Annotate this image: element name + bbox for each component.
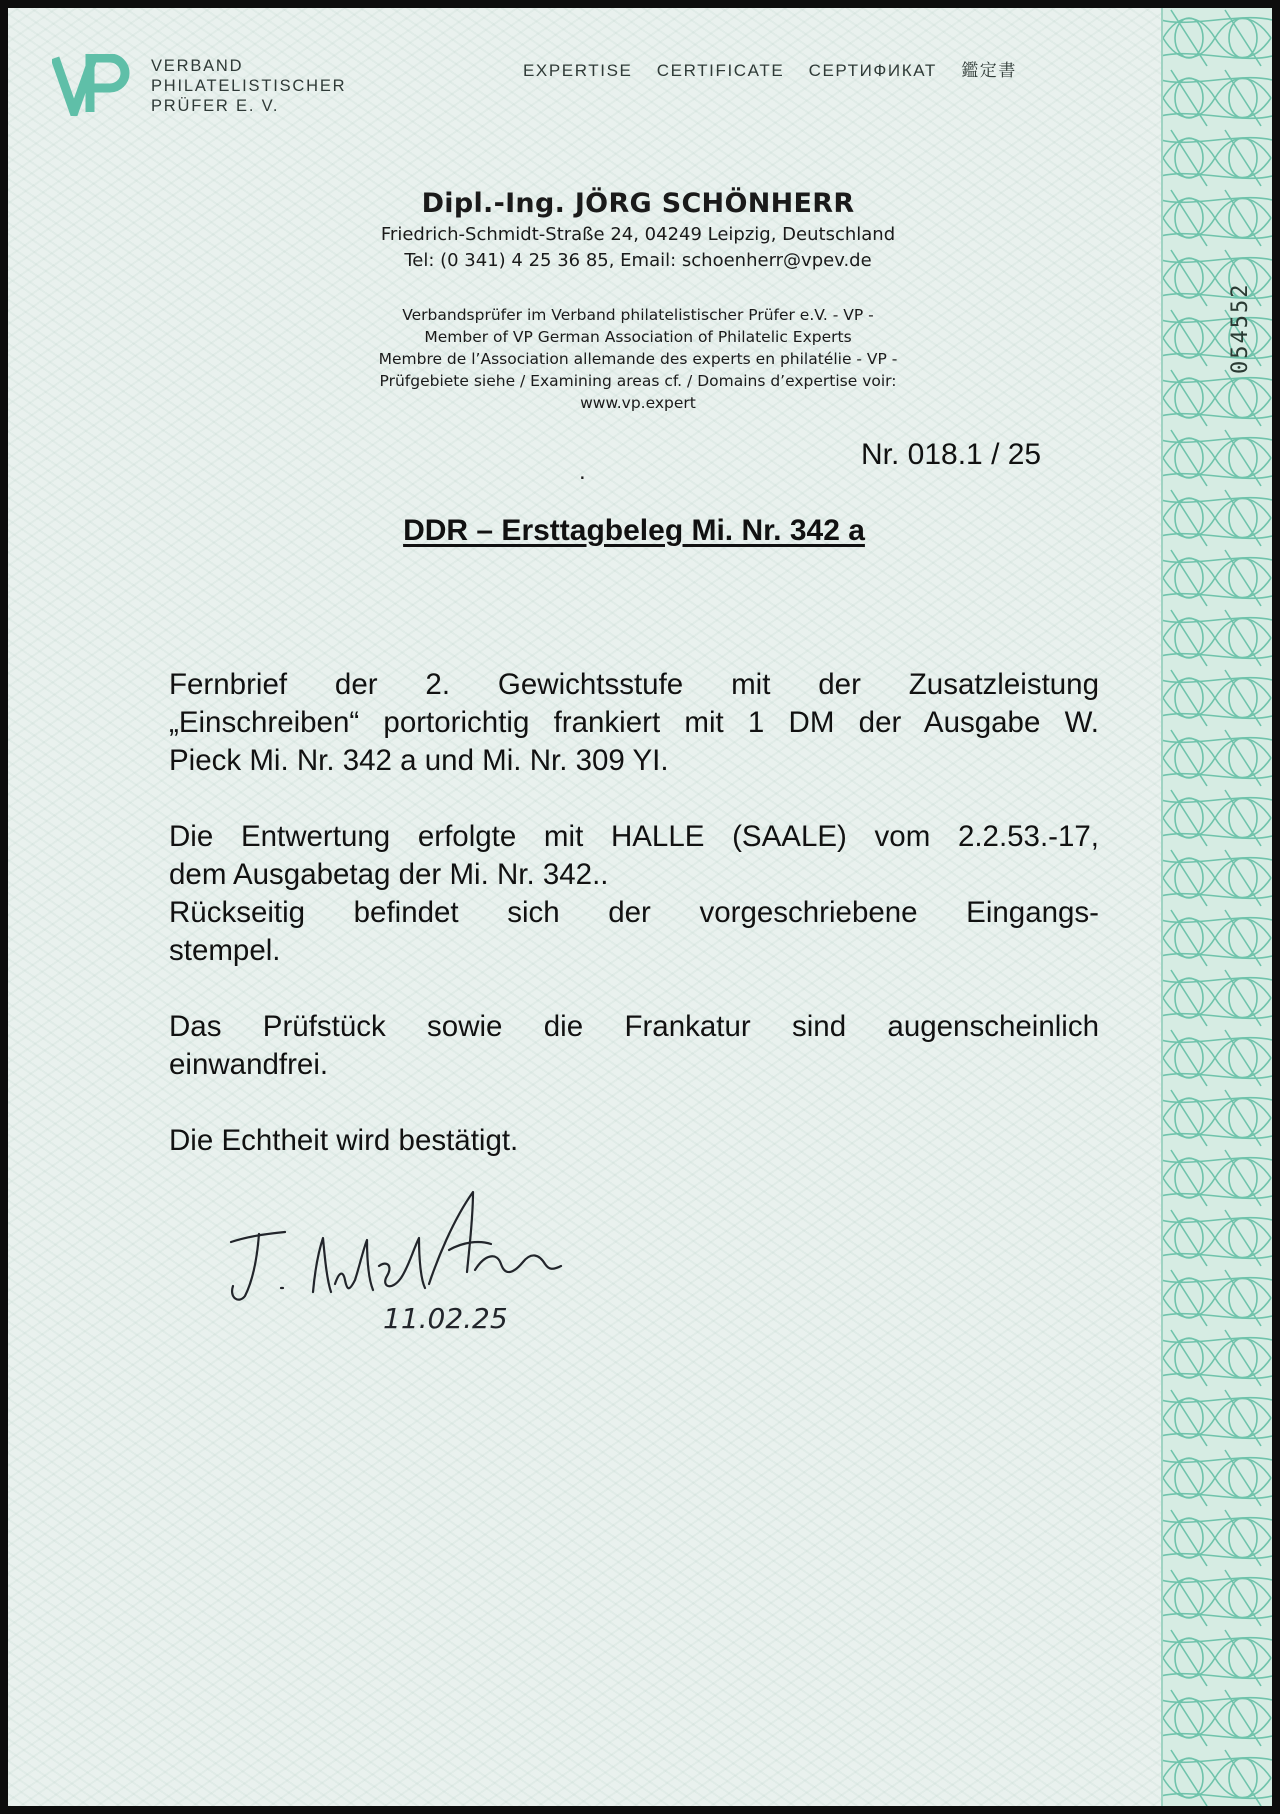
security-guilloche-strip [1161,8,1272,1806]
membership-website: www.vp.expert [580,394,696,412]
paragraph-authenticity [169,1122,1099,1160]
body-line: Das Prüfstück sowie die Frankatur sind augenscheinlich [169,1010,1099,1043]
subject-title: DDR – Ersttagbeleg Mi. Nr. 342 a [403,514,865,547]
certificate-paper [8,8,1173,1806]
certificate-number: Nr. 018.1 / 25 [861,438,1042,471]
paragraph-cancellation [169,818,1099,970]
association-name-line: PHILATELISTISCHER [151,77,347,95]
label-expertise: EXPERTISE [522,61,633,80]
membership-line: Verbandsprüfer im Verband philatelistischer Prüfer e.V. - VP - [402,306,874,324]
membership-statement [308,304,968,414]
signature-date: 11.02.25 [383,1302,508,1335]
body-line: stempel. [169,934,281,967]
examiner-letterhead [308,186,968,274]
body-line: dem Ausgabetag der Mi. Nr. 342.. [169,858,609,891]
association-name-line: VERBAND [151,57,244,75]
body-line: „Einschreiben“ portorichtig frankiert mit 1 DM der Ausgabe W. [169,706,1099,739]
body-line: einwandfrei. [169,1048,329,1081]
membership-line: Member of VP German Association of Philatelic Experts [424,328,852,346]
body-line: Die Echtheit wird bestätigt. [169,1124,519,1157]
association-name [151,56,346,116]
body-line: Rückseitig befindet sich der vorgeschriebene Eingangs- [169,896,1099,929]
membership-line: Membre de l’Association allemande des experts en philatélie - VP - [378,350,898,368]
membership-line: Prüfgebiete siehe / Examining areas cf. / Domains d’expertise voir: [379,372,897,390]
vp-logo [52,54,134,116]
certificate-type-labels [505,56,1017,81]
body-line: Fernbrief der 2. Gewichtsstufe mit der Zusatzleistung [169,668,1099,701]
association-name-line: PRÜFER E. V. [151,97,280,115]
dot-mark: . [579,458,586,485]
paragraph-condition [169,1008,1099,1084]
label-certificate: CERTIFICATE [656,61,785,80]
certificate-body [169,666,1099,1160]
label-certificate-russian: СЕРТИФИКАТ [808,61,937,80]
body-line: Die Entwertung erfolgte mit HALLE (SAALE) vom 2.2.53.-17, [169,820,1099,853]
body-line: Pieck Mi. Nr. 342 a und Mi. Nr. 309 YI. [169,744,669,777]
label-certificate-japanese: 鑑定書 [961,61,1017,80]
examiner-contact: Tel: (0 341) 4 25 36 85, Email: schoenherr@vpev.de [404,250,872,271]
serial-number: 054552 [1228,282,1253,374]
examiner-address: Friedrich-Schmidt-Straße 24, 04249 Leipzig, Deutschland [380,224,896,245]
paragraph-description [169,666,1099,780]
handwritten-signature [223,1180,653,1350]
examiner-name: Dipl.-Ing. JÖRG SCHÖNHERR [421,188,855,219]
